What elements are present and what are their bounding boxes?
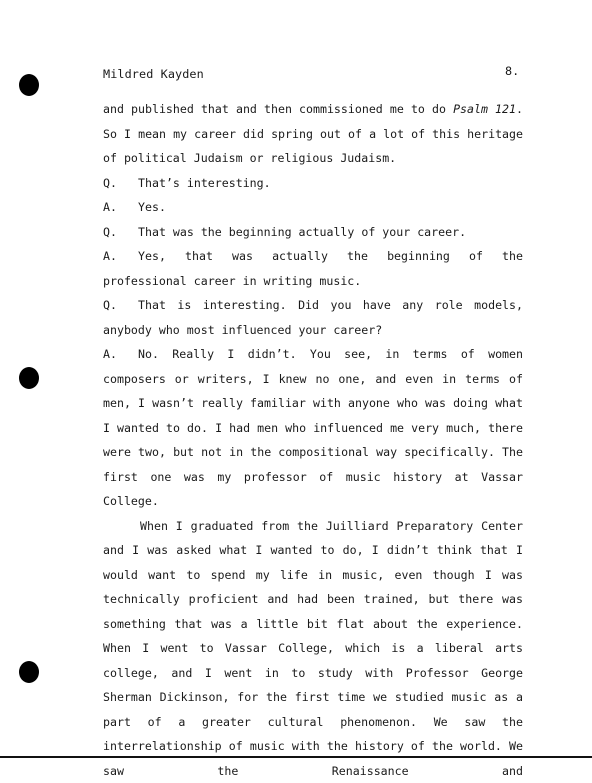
transcript-body (103, 97, 523, 783)
answer-text: Yes, that was actually the beginning of the professional career in writing music. (103, 249, 523, 288)
page-number: 8. (505, 64, 519, 78)
punch-hole-bottom (19, 661, 39, 683)
speaker-tag: A. (103, 195, 138, 220)
speaker-tag: Q. (103, 293, 138, 318)
answer (103, 342, 523, 514)
text-span: . So I mean my career did spring out of a lot of this heritage of political Judaism or religious Judaism. (103, 102, 523, 165)
speaker-tag: A. (103, 342, 138, 367)
interviewee-name: Mildred Kayden (103, 67, 204, 81)
speaker-tag: Q. (103, 220, 138, 245)
answer (103, 195, 523, 220)
question (103, 293, 523, 342)
paragraph (103, 97, 523, 171)
question-text: That’s interesting. (138, 176, 271, 190)
question-text: That was the beginning actually of your career. (138, 225, 466, 239)
question (103, 171, 523, 196)
page-bottom-edge (0, 756, 592, 758)
work-title: Psalm 121 (453, 102, 516, 116)
answer (103, 244, 523, 293)
answer-text: No. Really I didn’t. You see, in terms of women composers or writers, I knew no one, and even in terms of men, I wasn’t really familiar with anyone who was doing what I wanted to do. I had men who influenced me very much, there were two, but not in the compositional way specifically. The first one was my professor of music history at Vassar College. (103, 347, 523, 508)
answer-text: Yes. (138, 200, 166, 214)
punch-hole-top (19, 74, 39, 96)
text-span: and published that and then commissioned me to do (103, 102, 453, 116)
punch-hole-middle (19, 367, 39, 389)
question (103, 220, 523, 245)
speaker-tag: A. (103, 244, 138, 269)
speaker-tag: Q. (103, 171, 138, 196)
paragraph: When I graduated from the Juilliard Preparatory Center and I was asked what I wanted to do, I didn’t think that I would want to spend my life in music, even though I was technically proficient and had been trained, but there was something that was a little bit flat about the experience. When I went to Vassar College, which is a liberal arts college, and I went in to study with Professor George Sherman Dickinson, for the first time we studied music as a part of a greater cultural phenomenon. We saw the interrelationship of music with the history of the world. We saw the Renaissance and (103, 514, 523, 783)
question-text: That is interesting. Did you have any role models, anybody who most influenced your career? (103, 298, 523, 337)
